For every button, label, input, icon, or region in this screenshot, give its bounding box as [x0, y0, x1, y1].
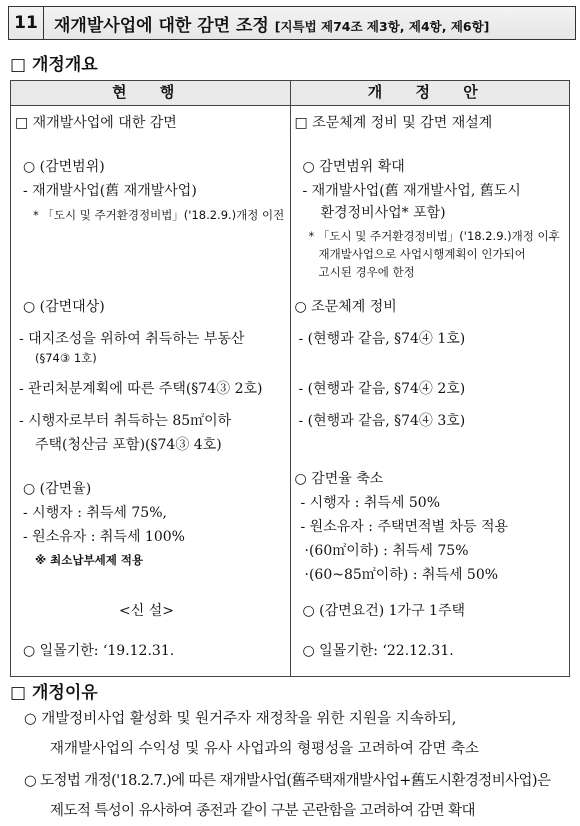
- revised-scope-head: ○ 감면범위 확대: [302, 159, 405, 175]
- revised-rate-1: - 시행자 : 취득세 50%: [300, 495, 441, 511]
- current-column: [11, 106, 291, 677]
- title-text: 재개발사업에 대한 감면 조정: [54, 15, 269, 36]
- current-scope-head: ○ (감면범위): [23, 159, 105, 175]
- reason-1-line-1: ○ 개발정비사업 활성화 및 원거주자 재정착을 위한 지원을 지속하되,: [24, 711, 457, 727]
- current-scope-item: - 재개발사업(舊 재개발사업): [23, 183, 197, 199]
- section-number: 11: [9, 7, 44, 39]
- current-rate-2: - 원소유자 : 취득세 100%: [23, 529, 185, 545]
- revised-rate-head: ○ 감면율 축소: [294, 471, 384, 487]
- revised-rate-3: ·(60㎡이하) : 취득세 75%: [304, 543, 469, 559]
- law-reference: [지특법 제74조 제3항, 제4항, 제6항]: [274, 18, 490, 34]
- reason-1-line-2: 재개발사업의 수익성 및 유사 사업과의 형평성을 고려하여 감면 축소: [50, 741, 480, 757]
- current-target-1a: - 대지조성을 위하여 취득하는 부동산: [19, 331, 245, 347]
- revised-target-head: ○ 조문체계 정비: [294, 299, 397, 315]
- current-target-2: - 관리처분계획에 따른 주택(§74③ 2호): [19, 381, 263, 397]
- current-target-1b: (§74③ 1호): [35, 351, 97, 365]
- current-sunset: ○ 일몰기한: ‘19.12.31.: [23, 643, 175, 659]
- revised-scope-note-2: 재개발사업으로 사업시행계획이 인가되어: [318, 247, 526, 261]
- section-title-box: [8, 6, 576, 40]
- revised-rate-4: ·(60~85㎡이하) : 취득세 50%: [304, 567, 499, 583]
- current-scope-note: * 「도시 및 주거환경정비법」('18.2.9.)개정 이전: [33, 208, 285, 222]
- revised-target-2: - (현행과 같음, §74④ 2호): [298, 381, 466, 397]
- current-target-head: ○ (감면대상): [23, 299, 105, 315]
- column-header-current: 현 행: [11, 81, 291, 106]
- revised-requirement: ○ (감면요건) 1가구 1주택: [302, 603, 465, 619]
- revised-subject: □ 조문체계 정비 및 감면 재설계: [294, 115, 493, 131]
- revised-sunset: ○ 일몰기한: ‘22.12.31.: [302, 643, 454, 659]
- current-target-3b: 주택(청산금 포함)(§74③ 4호): [35, 437, 222, 453]
- reason-item-1: [24, 704, 479, 764]
- revised-scope-1b: 환경정비사업* 포함): [320, 205, 446, 221]
- current-rate-1: - 시행자 : 취득세 75%,: [23, 505, 167, 521]
- reason-2-line-2: 제도적 특성이 유사하여 종전과 같이 구분 곤란함을 고려하여 감면 확대: [50, 803, 475, 819]
- reasons-heading: □ 개정이유: [10, 683, 98, 703]
- revised-scope-note-3: 고시된 경우에 한정: [318, 265, 415, 279]
- revised-column: [290, 106, 570, 677]
- column-header-revised: 개 정 안: [290, 81, 570, 106]
- comparison-table: [10, 80, 570, 677]
- current-subject: □ 재개발사업에 대한 감면: [15, 115, 177, 131]
- section-title: [44, 11, 489, 36]
- revised-scope-1a: - 재개발사업(舊 재개발사업, 舊도시: [302, 183, 521, 199]
- current-target-3a: - 시행자로부터 취득하는 85㎡이하: [19, 413, 232, 429]
- current-new-label: <신 설>: [119, 603, 174, 619]
- revised-target-3: - (현행과 같음, §74④ 3호): [298, 413, 466, 429]
- revised-rate-2: - 원소유자 : 주택면적별 차등 적용: [300, 519, 509, 535]
- current-rate-note: ※ 최소납부세제 적용: [35, 553, 144, 567]
- overview-heading: □ 개정개요: [10, 55, 98, 75]
- current-rate-head: ○ (감면율): [23, 481, 92, 497]
- reason-item-2: [24, 766, 550, 826]
- revised-target-1: - (현행과 같음, §74④ 1호): [298, 331, 466, 347]
- reason-2-line-1: ○ 도정법 개정('18.2.7.)에 따른 재개발사업(舊주택재개발사업+舊도시환경정비사업)은: [24, 773, 551, 789]
- revised-scope-note-1: * 「도시 및 주거환경정비법」('18.2.9.)개정 이후: [308, 229, 560, 243]
